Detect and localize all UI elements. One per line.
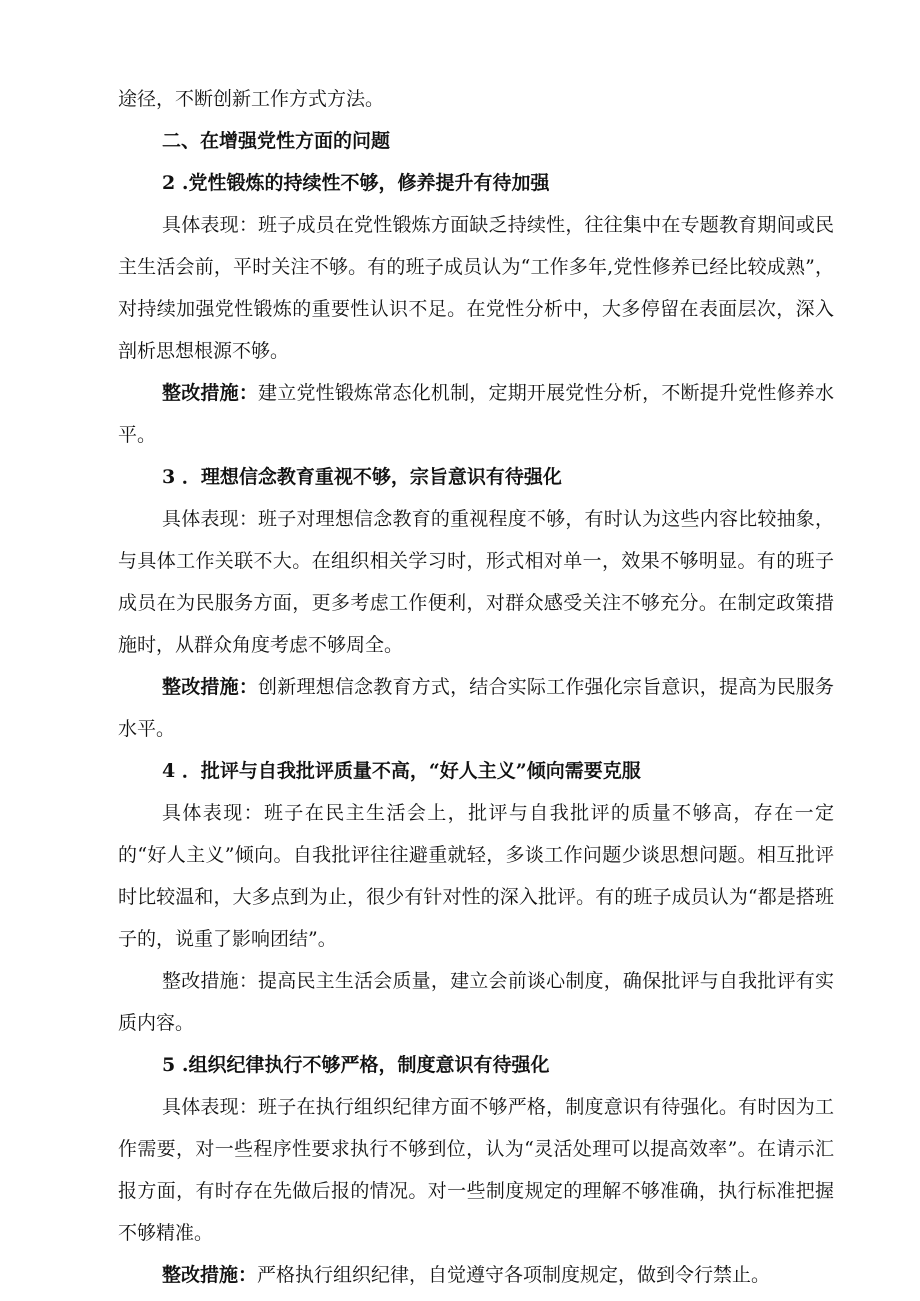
measure-text: 创新理想信念教育方式，结合实际工作强化宗旨意识，提高为民服务水平。 [118, 676, 834, 740]
issue-2-description: 具体表现：班子成员在党性锻炼方面缺乏持续性，往往集中在专题教育期间或民主生活会前，平时关注不够。有的班子成员认为“工作多年,党性修养已经比较成熟”，对持续加强党性锻炼的重要性认识不足。在党性分析中，大多停留在表面层次，深入剖析思想根源不够。 [118, 214, 834, 362]
issue-heading-3: 3 ．理想信念教育重视不够，宗旨意识有待强化 [162, 466, 562, 488]
issue-5-measure [118, 1254, 834, 1296]
issue-heading-4: 4 ．批评与自我批评质量不高，“好人主义”倾向需要克服 [162, 760, 641, 782]
measure-label: 整改措施： [162, 382, 259, 404]
issue-5-description: 具体表现：班子在执行组织纪律方面不够严格，制度意识有待强化。有时因为工作需要，对一些程序性要求执行不够到位，认为“灵活处理可以提高效率”。在请示汇报方面，有时存在先做后报的情况。对一些制度规定的理解不够准确，执行标准把握不够精准。 [118, 1096, 834, 1244]
issue-4-description: 具体表现：班子在民主生活会上，批评与自我批评的质量不够高，存在一定的“好人主义”倾向。自我批评往往避重就轻，多谈工作问题少谈思想问题。相互批评时比较温和，大多点到为止，很少有针对性的深入批评。有的班子成员认为“都是搭班子的，说重了影响团结”。 [118, 802, 834, 950]
section-heading-party-spirit: 二、在增强党性方面的问题 [162, 130, 391, 152]
issue-4-measure: 整改措施：提高民主生活会质量，建立会前谈心制度，确保批评与自我批评有实质内容。 [118, 970, 834, 1034]
measure-text: 严格执行组织纪律，自觉遵守各项制度规定，做到令行禁止。 [257, 1264, 771, 1286]
measure-label: 整改措施： [162, 1264, 258, 1286]
issue-2-measure [118, 372, 834, 456]
paragraph-intro-tail: 途径，不断创新工作方式方法。 [118, 88, 385, 110]
issue-3-description: 具体表现：班子对理想信念教育的重视程度不够，有时认为这些内容比较抽象，与具体工作关联不大。在组织相关学习时，形式相对单一，效果不够明显。有的班子成员在为民服务方面，更多考虑工作便利，对群众感受关注不够充分。在制定政策措施时，从群众角度考虑不够周全。 [118, 508, 834, 656]
measure-text: 建立党性锻炼常态化机制，定期开展党性分析，不断提升党性修养水平。 [118, 382, 834, 446]
measure-label: 整改措施： [162, 676, 259, 698]
issue-heading-5: 5 .组织纪律执行不够严格，制度意识有待强化 [162, 1054, 550, 1076]
issue-heading-2: 2 .党性锻炼的持续性不够，修养提升有待加强 [162, 172, 550, 194]
issue-3-measure [118, 666, 834, 750]
document-page [118, 78, 834, 1296]
